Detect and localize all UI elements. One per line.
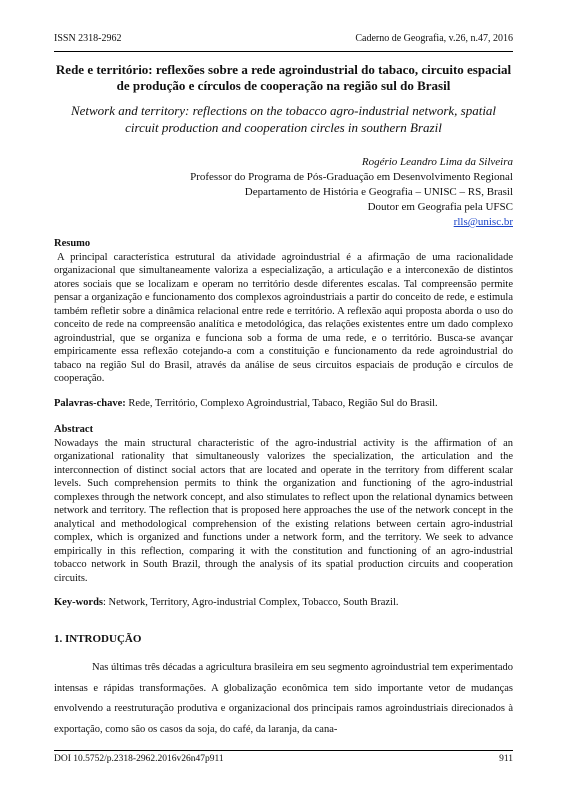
author-affiliation-1: Professor do Programa de Pós-Graduação em Desenvolvimento Regional bbox=[190, 171, 513, 183]
resumo-text: A principal característica estrutural da atividade agroindustrial é a afirmação de uma racionalidade organizacional que simultaneamente valoriza a especialização, a articulação e a interconexão de distintos atores sociais que se localizam e operam no território desde diferentes escalas. Tal compreensão permite pensar a organização e funcionamento dos complexos agroindustriais a partir do conceito de rede, e estimula também refletir sobre a dinâmica relacional entre rede e território. A reflexão aqui proposta aborda o uso do conceito de rede na compreensão analítica e metodológica, das relações existentes entre um dado complexo agroindustrial, que se organiza e funciona sob a forma de uma rede, e o território. Busca-se avançar empiricamente essa reflexão cotejando-a com a constituição e funcionamento da rede agroindustrial do tabaco na região Sul do Brasil, através da análise de seus circuitos espaciais de produção e círculos de cooperação. bbox=[54, 251, 513, 384]
author-email-link[interactable]: rlls@unisc.br bbox=[453, 216, 513, 228]
palavras-chave-label: Palavras-chave: bbox=[54, 398, 126, 409]
title-english: Network and territory: reflections on the tobacco agro-industrial network, spatial circuit production and cooperation circles in southern Brazil bbox=[70, 103, 497, 135]
abstract-section bbox=[54, 423, 513, 585]
palavras-chave-line bbox=[54, 397, 513, 411]
page-number: 911 bbox=[499, 754, 513, 764]
resumo-heading: Resumo bbox=[54, 238, 91, 249]
author-name: Rogério Leandro Lima da Silveira bbox=[361, 156, 513, 168]
abstract-heading: Abstract bbox=[54, 424, 94, 435]
page-footer bbox=[54, 750, 513, 768]
author-degree: Doutor em Geografia pela UFSC bbox=[367, 201, 513, 213]
key-words-line bbox=[54, 596, 513, 610]
issn-label: ISSN 2318-2962 bbox=[54, 33, 122, 44]
palavras-chave-text: Rede, Território, Complexo Agroindustrial, Tabaco, Região Sul do Brasil. bbox=[128, 398, 438, 409]
author-affiliation-2: Departamento de História e Geografia – UNISC – RS, Brasil bbox=[244, 186, 513, 198]
author-block bbox=[133, 155, 513, 230]
title-portuguese: Rede e território: reflexões sobre a rede agroindustrial do tabaco, circuito espacial de produção e círculos de cooperação na região sul do Brasil bbox=[55, 62, 512, 93]
doi-label: DOI 10.5752/p.2318-2962.2016v26n47p911 bbox=[54, 754, 224, 764]
abstract-text: Nowadays the main structural characteristic of the agro-industrial activity is the affirmation of an organizational rationality that simultaneously valorizes the specialization, the articulation and the interconnection of distinct social actors that are located and operate in the territory from different scalar levels. Such comprehension permits to think the organization and functioning of the agro-industrial complexes through the network concept, and also stimulates to reflect upon the relational dynamics between network and territory. The reflection that is proposed here approaches the use of the network concept in the analytical and methodological comprehension of the existing relations between certain agro-industrial complex, which is organized and functions under a network form, and the territory. We seek to advance empirically in this reflection, comparing it with the constitution and functioning of an agro-industrial tobacco network in South Brazil, through the analysis of its spatial production circuits and cooperation circuits. bbox=[54, 437, 513, 584]
introducao-text: Nas últimas três décadas a agricultura brasileira em seu segmento agroindustrial tem experimentado intensas e rápidas transformações. A globalização econômica tem sido importante vetor de mudanças envolvendo a reestruturação produtiva e organizacional dos principais ramos agroindustriais direcionados à exportação, como são os casos da soja, do café, da laranja, da cana- bbox=[54, 662, 513, 735]
key-words-text: : Network, Territory, Agro-industrial Complex, Tobacco, South Brazil. bbox=[103, 597, 399, 608]
journal-citation: Caderno de Geografia, v.26, n.47, 2016 bbox=[355, 33, 513, 44]
page-header bbox=[54, 33, 513, 52]
introducao-heading: 1. INTRODUÇÃO bbox=[54, 633, 142, 645]
key-words-label: Key-words bbox=[54, 597, 103, 608]
resumo-section bbox=[54, 237, 513, 386]
